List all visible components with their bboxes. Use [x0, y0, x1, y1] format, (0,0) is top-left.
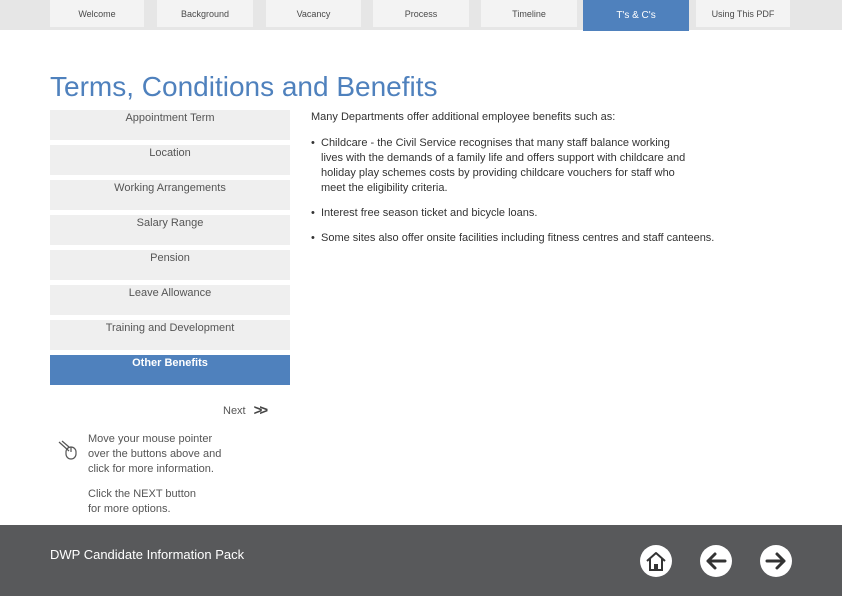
tab-using-this-pdf[interactable]: Using This PDF [696, 0, 790, 27]
benefits-intro: Many Departments offer additional employee benefits such as: [311, 111, 616, 123]
list-item [311, 231, 771, 246]
menu-item-pension[interactable]: Pension [50, 250, 290, 280]
benefits-list [311, 136, 771, 256]
tab-process[interactable]: Process [373, 0, 469, 27]
menu-item-appointment-term[interactable]: Appointment Term [50, 110, 290, 140]
tab-timeline[interactable]: Timeline [481, 0, 577, 27]
arrow-left-icon[interactable] [699, 544, 733, 578]
list-item [311, 206, 771, 221]
bullet-line: Some sites also offer onsite facilities including fitness centres and staff canteens. [321, 232, 715, 244]
page-title: Terms, Conditions and Benefits [50, 71, 438, 102]
tab-ts-and-cs[interactable]: T's & C's [583, 0, 689, 31]
list-item [311, 136, 771, 196]
home-icon[interactable] [639, 544, 673, 578]
hint-line: over the buttons above and [88, 448, 222, 460]
tab-welcome[interactable]: Welcome [50, 0, 144, 27]
menu-item-salary-range[interactable]: Salary Range [50, 215, 290, 245]
next-label: Next [223, 404, 246, 417]
tab-vacancy[interactable]: Vacancy [266, 0, 361, 27]
mouse-hint [88, 432, 221, 477]
bullet-icon: • [311, 232, 315, 244]
bullet-line: holiday play schemes costs by providing childcare vouchers for staff who [321, 167, 675, 179]
hint-line: click for more information. [88, 463, 214, 475]
menu-item-location[interactable]: Location [50, 145, 290, 175]
hint-line: for more options. [88, 503, 171, 515]
hint-line: Move your mouse pointer [88, 433, 213, 445]
bullet-line: Childcare - the Civil Service recognises that many staff balance working [321, 137, 670, 149]
menu-item-leave-allowance[interactable]: Leave Allowance [50, 285, 290, 315]
next-link[interactable] [223, 402, 265, 419]
next-hint [88, 487, 196, 517]
bullet-line: lives with the demands of a family life and offers support with childcare and [321, 152, 686, 164]
menu-item-working-arrangements[interactable]: Working Arrangements [50, 180, 290, 210]
bullet-line: meet the eligibility criteria. [321, 182, 448, 194]
top-navigation [0, 0, 842, 30]
menu-item-training-and-development[interactable]: Training and Development [50, 320, 290, 350]
double-chevron-right-icon: >> [253, 402, 266, 419]
hint-line: Click the NEXT button [88, 488, 197, 500]
bullet-line: Interest free season ticket and bicycle loans. [321, 207, 538, 219]
tab-background[interactable]: Background [157, 0, 253, 27]
mouse-pointer-icon [57, 436, 79, 460]
menu-item-other-benefits[interactable]: Other Benefits [50, 355, 290, 385]
bullet-icon: • [311, 137, 315, 149]
bullet-icon: • [311, 207, 315, 219]
arrow-right-icon[interactable] [759, 544, 793, 578]
footer [0, 525, 842, 596]
footer-title: DWP Candidate Information Pack [50, 547, 245, 562]
